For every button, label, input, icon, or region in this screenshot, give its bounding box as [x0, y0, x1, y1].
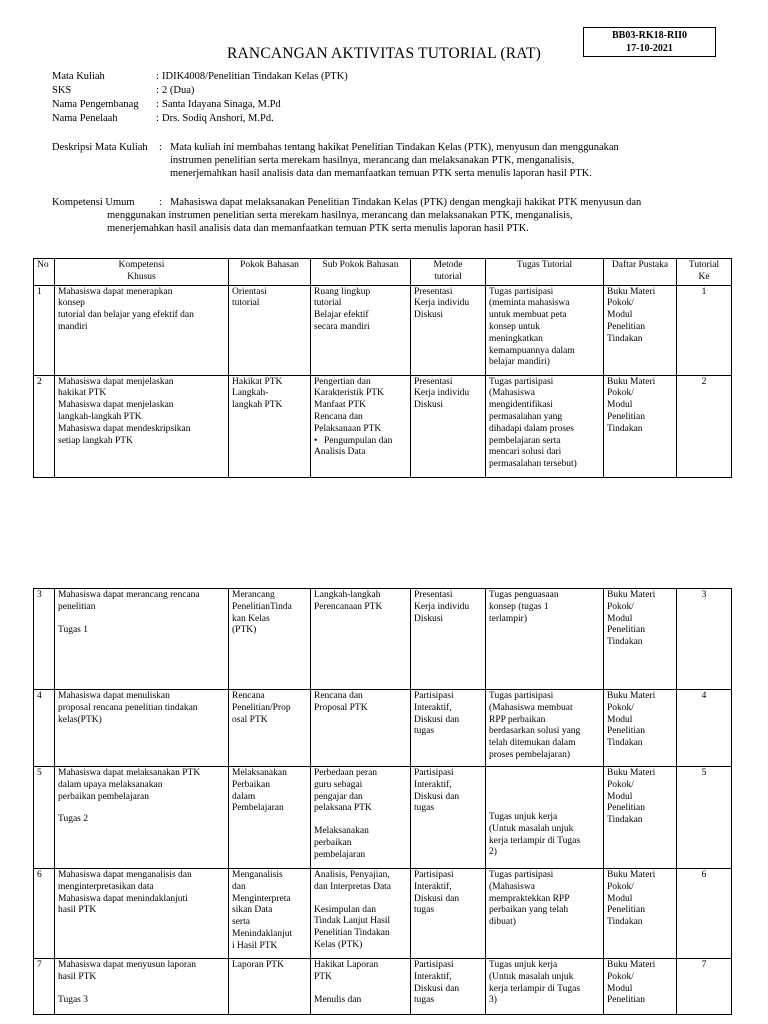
cell-metode: Partisipasi Interaktif, Diskusi dan tugas	[411, 690, 486, 767]
cell-sub-pokok: Perbedaan peran guru sebagai pengajar dan pelaksana PTK Melaksanakan perbaikan pembelajaran	[311, 767, 411, 869]
cell-tutorial-ke: 2	[677, 375, 732, 477]
cell-tugas: Tugas unjuk kerja (Untuk masalah unjuk kerja terlampir di Tugas 2)	[486, 767, 604, 869]
description-label: Deskripsi Mata Kuliah	[52, 142, 148, 153]
cell-kompetensi: Mahasiswa dapat menganalisis dan menginterpretasikan data Mahasiswa dapat menindaklanjuti hasil PTK	[55, 869, 229, 959]
cell-pustaka: Buku Materi Pokok/ Modul Penelitian Tindakan	[604, 589, 677, 690]
table-row	[34, 690, 732, 767]
header-pustaka: Daftar Pustaka	[604, 259, 677, 286]
cell-metode: Presentasi Kerja individu Diskusi	[411, 375, 486, 477]
competency-label: Kompetensi Umum	[52, 197, 135, 208]
cell-kompetensi: Mahasiswa dapat melaksanakan PTK dalam upaya melaksanakan perbaikan pembelajaran Tugas 2	[55, 767, 229, 869]
cell-sub-pokok: Pengertian dan Karakteristik PTK Manfaat PTK Rencana dan Pelaksanaan PTK • Pengumpulan dan Analisis Data	[311, 375, 411, 477]
cell-sub-pokok: Ruang lingkup tutorial Belajar efektif secara mandiri	[311, 285, 411, 375]
meta-label: Nama Penelaah	[52, 113, 118, 124]
competency-line: menerjemahkan hasil analisis data dan memanfaatkan temuan PTK serta menulis laporan hasil PTK.	[107, 223, 529, 234]
cell-tugas: Tugas partisipasi (meminta mahasiswa untuk membuat peta konsep untuk meningkatkan kemampuannya dalam belajar mandiri)	[486, 285, 604, 375]
cell-metode: Partisipasi Interaktif, Diskusi dan tugas	[411, 959, 486, 1015]
competency-line: Mahasiswa dapat melaksanakan Penelitian Tindakan Kelas (PTK) dengan mengkaji hakikat PTK menyusun dan	[170, 197, 642, 208]
table-row	[34, 959, 732, 1015]
general-competency: Kompetensi Umum : Mahasiswa dapat melaksanakan Penelitian Tindakan Kelas (PTK) dengan mengkaji hakikat PTK menyusun dan menggunakan instrumen penelitian serta merekam hasilnya, merancang dan melaksanakan PTK, menganalisis, menerjemahkan hasil analisis data dan memanfaatkan temuan PTK serta menulis laporan hasil PTK.	[52, 196, 712, 238]
cell-sub-pokok: Analisis, Penyajian, dan Interpretas Data Kesimpulan dan Tindak Lanjut Hasil Penelitian Tindakan Kelas (PTK)	[311, 869, 411, 959]
cell-pokok: Orientasi tutorial	[229, 285, 311, 375]
header-metode: Metode tutorial	[411, 259, 486, 286]
cell-no: 5	[34, 767, 55, 869]
cell-pokok: Melaksanakan Perbaikan dalam Pembelajaran	[229, 767, 311, 869]
header-sub-pokok: Sub Pokok Bahasan	[311, 259, 411, 286]
rat-table-part-1	[33, 258, 732, 478]
cell-kompetensi: Mahasiswa dapat merancang rencana penelitian Tugas 1	[55, 589, 229, 690]
cell-pustaka: Buku Materi Pokok/ Modul Penelitian Tindakan	[604, 869, 677, 959]
cell-tutorial-ke: 5	[677, 767, 732, 869]
cell-pustaka: Buku Materi Pokok/ Modul Penelitian	[604, 959, 677, 1015]
cell-tugas: Tugas partisipasi (Mahasiswa mengidentifikasi permasalahan yang dihadapi dalam proses pembelajaran serta mencari solusi dari permasalahan tersebut)	[486, 375, 604, 477]
cell-no: 4	[34, 690, 55, 767]
meta-label: SKS	[52, 85, 72, 96]
header-pokok-bahasan: Pokok Bahasan	[229, 259, 311, 286]
cell-sub-pokok: Langkah-langkah Perencanaan PTK	[311, 589, 411, 690]
description-line: menerjemahkan hasil analisis data dan memanfaatkan temuan PTK serta menulis laporan hasil PTK.	[170, 168, 592, 179]
list-bullet-item: • Pengumpulan dan	[314, 436, 407, 448]
cell-metode: Presentasi Kerja individu Diskusi	[411, 285, 486, 375]
cell-no: 6	[34, 869, 55, 959]
cell-tutorial-ke: 4	[677, 690, 732, 767]
cell-tugas: Tugas penguasaan konsep (tugas 1 terlampir)	[486, 589, 604, 690]
competency-text	[170, 196, 701, 209]
cell-tutorial-ke: 6	[677, 869, 732, 959]
document-code: BB03-RK18-RII0	[611, 30, 687, 41]
description-line: Mata kuliah ini membahas tentang hakikat Penelitian Tindakan Kelas (PTK), menyusun dan menggunakan	[170, 142, 619, 153]
table-row	[34, 767, 732, 869]
cell-kompetensi: Mahasiswa dapat menuliskan proposal rencana penelitian tindakan kelas(PTK)	[55, 690, 229, 767]
rat-table-part-2	[33, 588, 732, 1015]
cell-pokok: Hakikat PTK Langkah- langkah PTK	[229, 375, 311, 477]
cell-kompetensi: Mahasiswa dapat menyusun laporan hasil PTK Tugas 3	[55, 959, 229, 1015]
cell-tutorial-ke: 7	[677, 959, 732, 1015]
cell-tugas: Tugas partisipasi (Mahasiswa membuat RPP perbaikan berdasarkan solusi yang telah ditemukan dalam proses pembelajaran)	[486, 690, 604, 767]
header-tutorial-ke: Tutorial Ke	[677, 259, 732, 286]
document-date: 17-10-2021	[626, 43, 673, 54]
cell-pustaka: Buku Materi Pokok/ Modul Penelitian Tindakan	[604, 375, 677, 477]
cell-pustaka: Buku Materi Pokok/ Modul Penelitian Tindakan	[604, 767, 677, 869]
cell-kompetensi: Mahasiswa dapat menjelaskan hakikat PTK Mahasiswa dapat menjelaskan langkah-langkah PTK Mahasiswa dapat mendeskripsikan setiap langkah PTK	[55, 375, 229, 477]
table-row	[34, 589, 732, 690]
cell-no: 7	[34, 959, 55, 1015]
meta-value: Santa Idayana Sinaga, M.Pd	[162, 99, 281, 110]
competency-line: menggunakan instrumen penelitian serta merekam hasilnya, merancang dan melaksanakan PTK, menganalisis,	[107, 210, 573, 221]
description-line: instrumen penelitian serta merekam hasilnya, merancang dan melaksanakan PTK, menganalisis,	[170, 155, 575, 166]
meta-value: Drs. Sodiq Anshori, M.Pd.	[162, 113, 274, 124]
cell-no: 1	[34, 285, 55, 375]
meta-label: Nama Pengembanag	[52, 99, 139, 110]
cell-pokok: Rencana Penelitian/Prop osal PTK	[229, 690, 311, 767]
meta-label: Mata Kuliah	[52, 71, 105, 82]
cell-metode: Partisipasi Interaktif, Diskusi dan tugas	[411, 869, 486, 959]
cell-tutorial-ke: 3	[677, 589, 732, 690]
cell-no: 2	[34, 375, 55, 477]
cell-pokok: Menganalisis dan Menginterpreta sikan Data serta Menindaklanjut i Hasil PTK	[229, 869, 311, 959]
cell-tugas: Tugas unjuk kerja (Untuk masalah unjuk kerja terlampir di Tugas 3)	[486, 959, 604, 1015]
header-tugas: Tugas Tutorial	[486, 259, 604, 286]
course-description: Deskripsi Mata Kuliah : Mata kuliah ini membahas tentang hakikat Penelitian Tindakan Kelas (PTK), menyusun dan menggunakan instrumen penelitian serta merekam hasilnya, merancang dan melaksanakan PTK, menganalisis, menerjemahkan hasil analisis data dan memanfaatkan temuan PTK serta menulis laporan hasil PTK.	[52, 141, 712, 183]
cell-pokok: Merancang PenelitianTinda kan Kelas (PTK)	[229, 589, 311, 690]
cell-sub-pokok: Hakikat Laporan PTK Menulis dan	[311, 959, 411, 1015]
cell-pustaka: Buku Materi Pokok/ Modul Penelitian Tindakan	[604, 285, 677, 375]
cell-metode: Partisipasi Interaktif, Diskusi dan tugas	[411, 767, 486, 869]
meta-value: 2 (Dua)	[162, 85, 195, 96]
table-row	[34, 285, 732, 375]
cell-kompetensi: Mahasiswa dapat menerapkan konsep tutorial dan belajar yang efektif dan mandiri	[55, 285, 229, 375]
cell-metode: Presentasi Kerja individu Diskusi	[411, 589, 486, 690]
page-title: RANCANGAN AKTIVITAS TUTORIAL (RAT)	[227, 45, 541, 62]
cell-tugas: Tugas partisipasi (Mahasiswa mempraktekkan RPP perbaikan yang telah dibuat)	[486, 869, 604, 959]
table-row	[34, 375, 732, 477]
cell-sub-pokok: Rencana dan Proposal PTK	[311, 690, 411, 767]
table-row	[34, 869, 732, 959]
header-no: No	[34, 259, 55, 286]
description-text	[170, 141, 702, 180]
cell-pustaka: Buku Materi Pokok/ Modul Penelitian Tindakan	[604, 690, 677, 767]
competency-text-cont	[107, 209, 701, 235]
cell-tutorial-ke: 1	[677, 285, 732, 375]
meta-value: IDIK4008/Penelitian Tindakan Kelas (PTK)	[162, 71, 348, 82]
cell-no: 3	[34, 589, 55, 690]
cell-pokok: Laporan PTK	[229, 959, 311, 1015]
header-kompetensi: Kompetensi Khusus	[55, 259, 229, 286]
table-header-row	[34, 259, 732, 286]
